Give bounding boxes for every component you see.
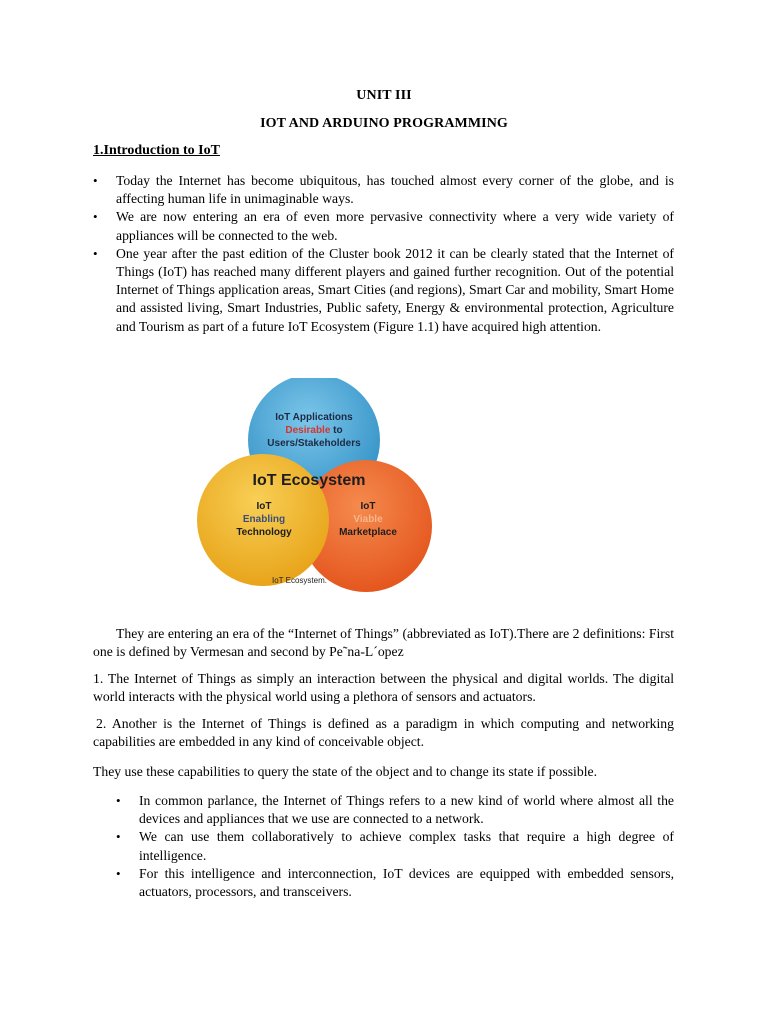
list-item: • We can use them collaboratively to achieve complex tasks that require a high degree of intelligence. xyxy=(116,828,674,864)
list-item: • We are now entering an era of even more pervasive connectivity where a very wide variety of appliances will be connected to the web. xyxy=(93,208,674,244)
paragraph-capabilities: They use these capabilities to query the state of the object and to change its state if possible. xyxy=(93,764,598,779)
outro-bullet-list xyxy=(116,792,674,901)
venn-diagram xyxy=(196,378,432,596)
subject-title: IOT AND ARDUINO PROGRAMMING xyxy=(260,116,508,131)
paragraph-definition-2: 2. Another is the Internet of Things is defined as a paradigm in which computing and networking capabilities are embedded in any kind of conceivable object. xyxy=(93,716,674,750)
list-item: • One year after the past edition of the Cluster book 2012 it can be clearly stated that the Internet of Things (IoT) has reached many different players and gained further recognition. Out of the potential Internet of Things application areas, Smart Cities (and regions), Smart Car and mobility, Smart Home and assisted living, Smart Industries, Public safety, Energy & environmental protection, Agriculture and Tourism as part of a future IoT Ecosystem (Figure 1.1) have acquired high attention. xyxy=(93,245,674,336)
top-circle-line2 xyxy=(285,425,342,436)
right-circle-line1: IoT xyxy=(360,501,376,512)
desirable-highlight: Desirable xyxy=(285,425,331,436)
left-circle-line1: IoT xyxy=(256,501,272,512)
list-item: • For this intelligence and interconnection, IoT devices are equipped with embedded sensors, actuators, processors, and transceivers. xyxy=(116,865,674,901)
right-circle-line2: Viable xyxy=(353,514,383,525)
paragraph-entering: They are entering an era of the “Internet of Things” (abbreviated as IoT).There are 2 definitions: First one is defined by Vermesan and second by Pe˜na-L´opez xyxy=(93,626,674,660)
iot-ecosystem-figure xyxy=(196,378,432,596)
unit-title: UNIT III xyxy=(356,88,412,103)
paragraph-definition-1: 1. The Internet of Things as simply an interaction between the physical and digital worlds. The digital world interacts with the physical world using a plethora of sensors and actuators. xyxy=(93,671,674,705)
top-circle-to: to xyxy=(330,425,343,436)
top-circle-line3: Users/Stakeholders xyxy=(267,438,361,449)
list-item: • Today the Internet has become ubiquitous, has touched almost every corner of the globe, and is affecting human life in unimaginable ways. xyxy=(93,172,674,208)
figure-caption: IoT Ecosystem. xyxy=(272,576,327,585)
right-circle-line3: Marketplace xyxy=(339,527,397,538)
top-circle-line1: IoT Applications xyxy=(275,412,353,423)
list-item: • In common parlance, the Internet of Things refers to a new kind of world where almost all the devices and appliances that we use are connected to a network. xyxy=(116,792,674,828)
section-heading: 1.Introduction to IoT xyxy=(93,143,220,158)
left-circle-line3: Technology xyxy=(236,527,292,538)
ecosystem-label: IoT Ecosystem xyxy=(252,472,366,489)
intro-bullet-list xyxy=(93,172,674,336)
left-circle-line2: Enabling xyxy=(242,514,286,525)
